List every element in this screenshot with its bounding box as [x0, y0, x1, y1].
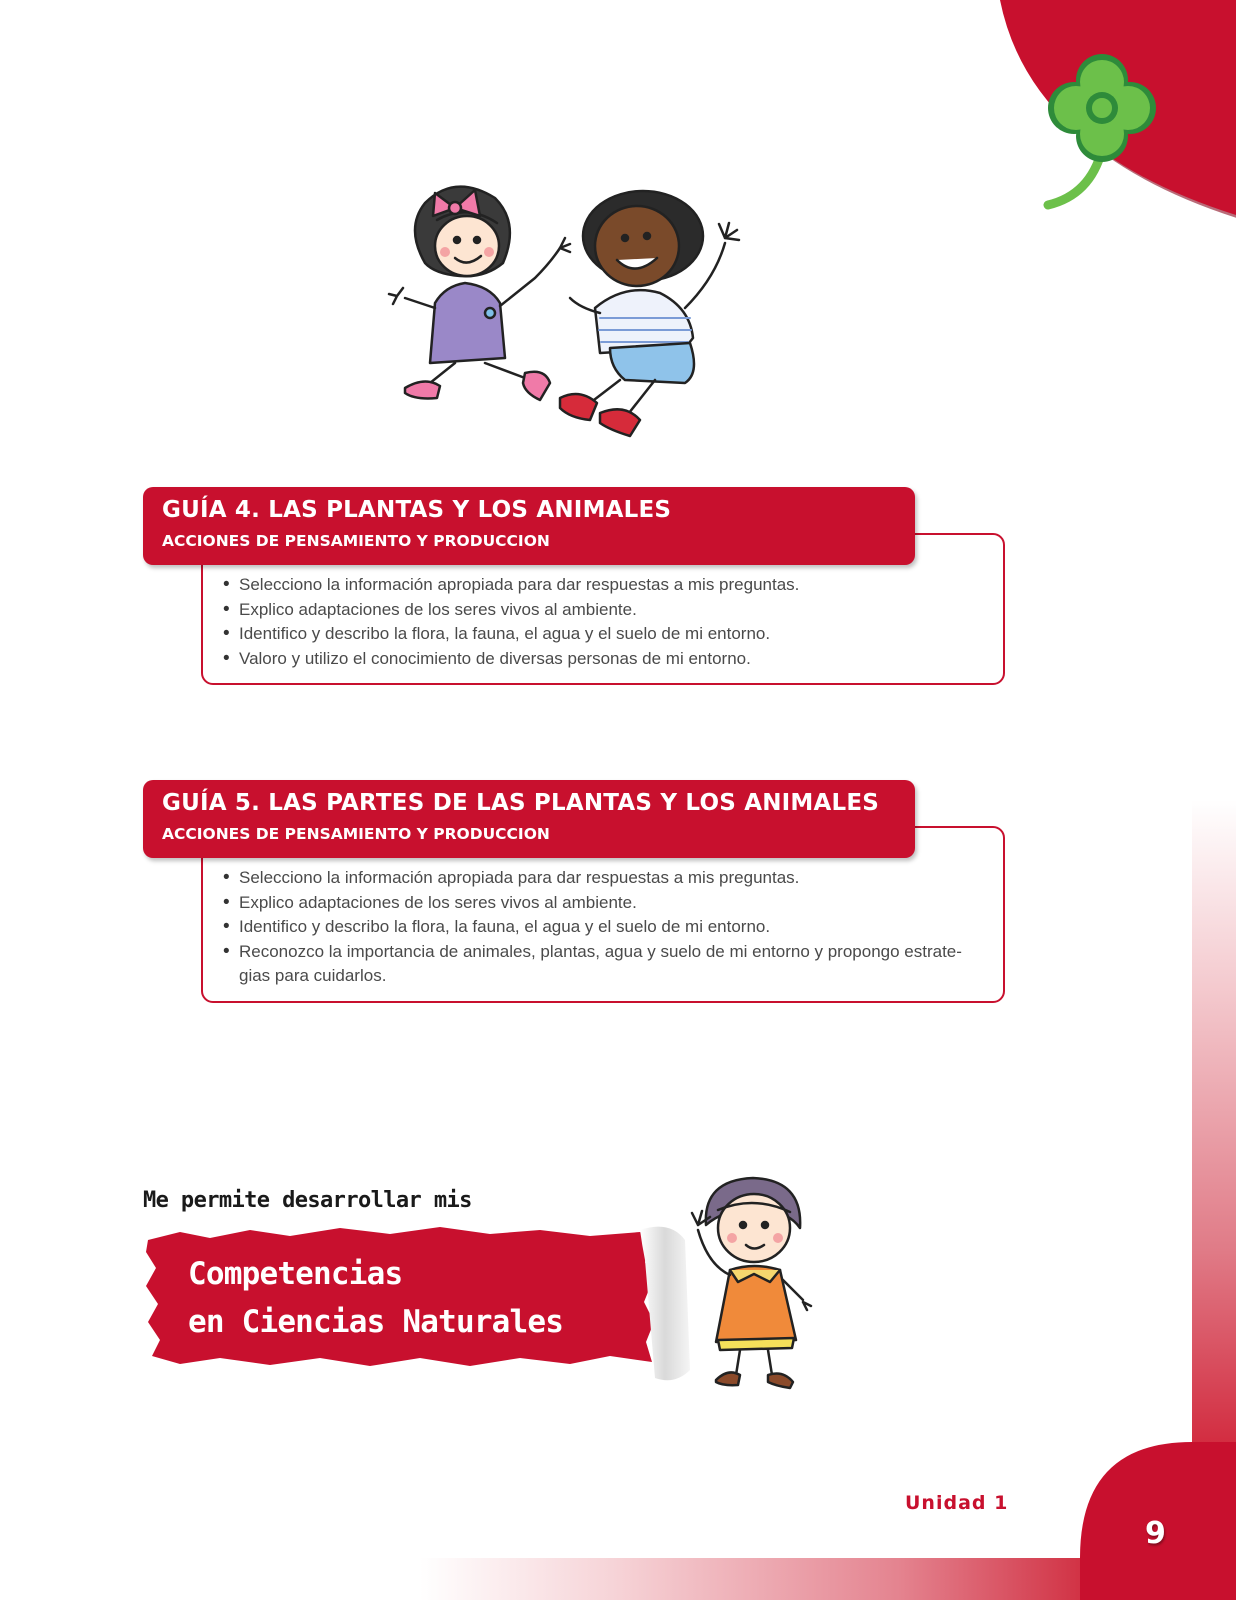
guide-5-header — [143, 780, 915, 858]
competencias-title-line1: Competencias — [188, 1256, 403, 1292]
guide-5-subtitle: ACCIONES DE PENSAMIENTO Y PRODUCCION — [162, 825, 550, 843]
list-item: • Selecciono la información apropiada para dar respuestas a mis preguntas. — [223, 866, 983, 891]
list-item: • Reconozco la importancia de animales, plantas, agua y suelo de mi entorno y propongo estrate- gias para cuidarlos. — [223, 940, 983, 989]
guide-4-title: GUÍA 4. LAS PLANTAS Y LOS ANIMALES — [162, 497, 672, 523]
corner-decoration — [990, 0, 1236, 230]
unit-label: Unidad 1 — [905, 1492, 1009, 1514]
right-edge-strip — [1192, 0, 1236, 1600]
competencias-lead-text: Me permite desarrollar mis — [143, 1188, 472, 1213]
torn-banner-shape — [140, 1222, 660, 1372]
list-item: • Selecciono la información apropiada para dar respuestas a mis preguntas. — [223, 573, 983, 598]
guide-4-header — [143, 487, 915, 565]
competencias-title-line2: en Ciencias Naturales — [188, 1304, 564, 1340]
children-illustration — [385, 168, 765, 453]
list-item: • Explico adaptaciones de los seres vivos al ambiente. — [223, 891, 983, 916]
list-item: • Identifico y describo la flora, la fauna, el agua y el suelo de mi entorno. — [223, 622, 983, 647]
girl-illustration — [668, 1170, 828, 1400]
list-item: • Valoro y utilizo el conocimiento de diversas personas de mi entorno. — [223, 647, 983, 672]
list-item: • Explico adaptaciones de los seres vivos al ambiente. — [223, 598, 983, 623]
page-number: 9 — [1145, 1516, 1166, 1551]
guide-4-subtitle: ACCIONES DE PENSAMIENTO Y PRODUCCION — [162, 532, 550, 550]
list-item: • Identifico y describo la flora, la fauna, el agua y el suelo de mi entorno. — [223, 915, 983, 940]
bottom-edge-strip — [0, 1558, 1236, 1600]
competencias-banner — [140, 1222, 660, 1372]
guide-5-title: GUÍA 5. LAS PARTES DE LAS PLANTAS Y LOS ANIMALES — [162, 790, 880, 816]
